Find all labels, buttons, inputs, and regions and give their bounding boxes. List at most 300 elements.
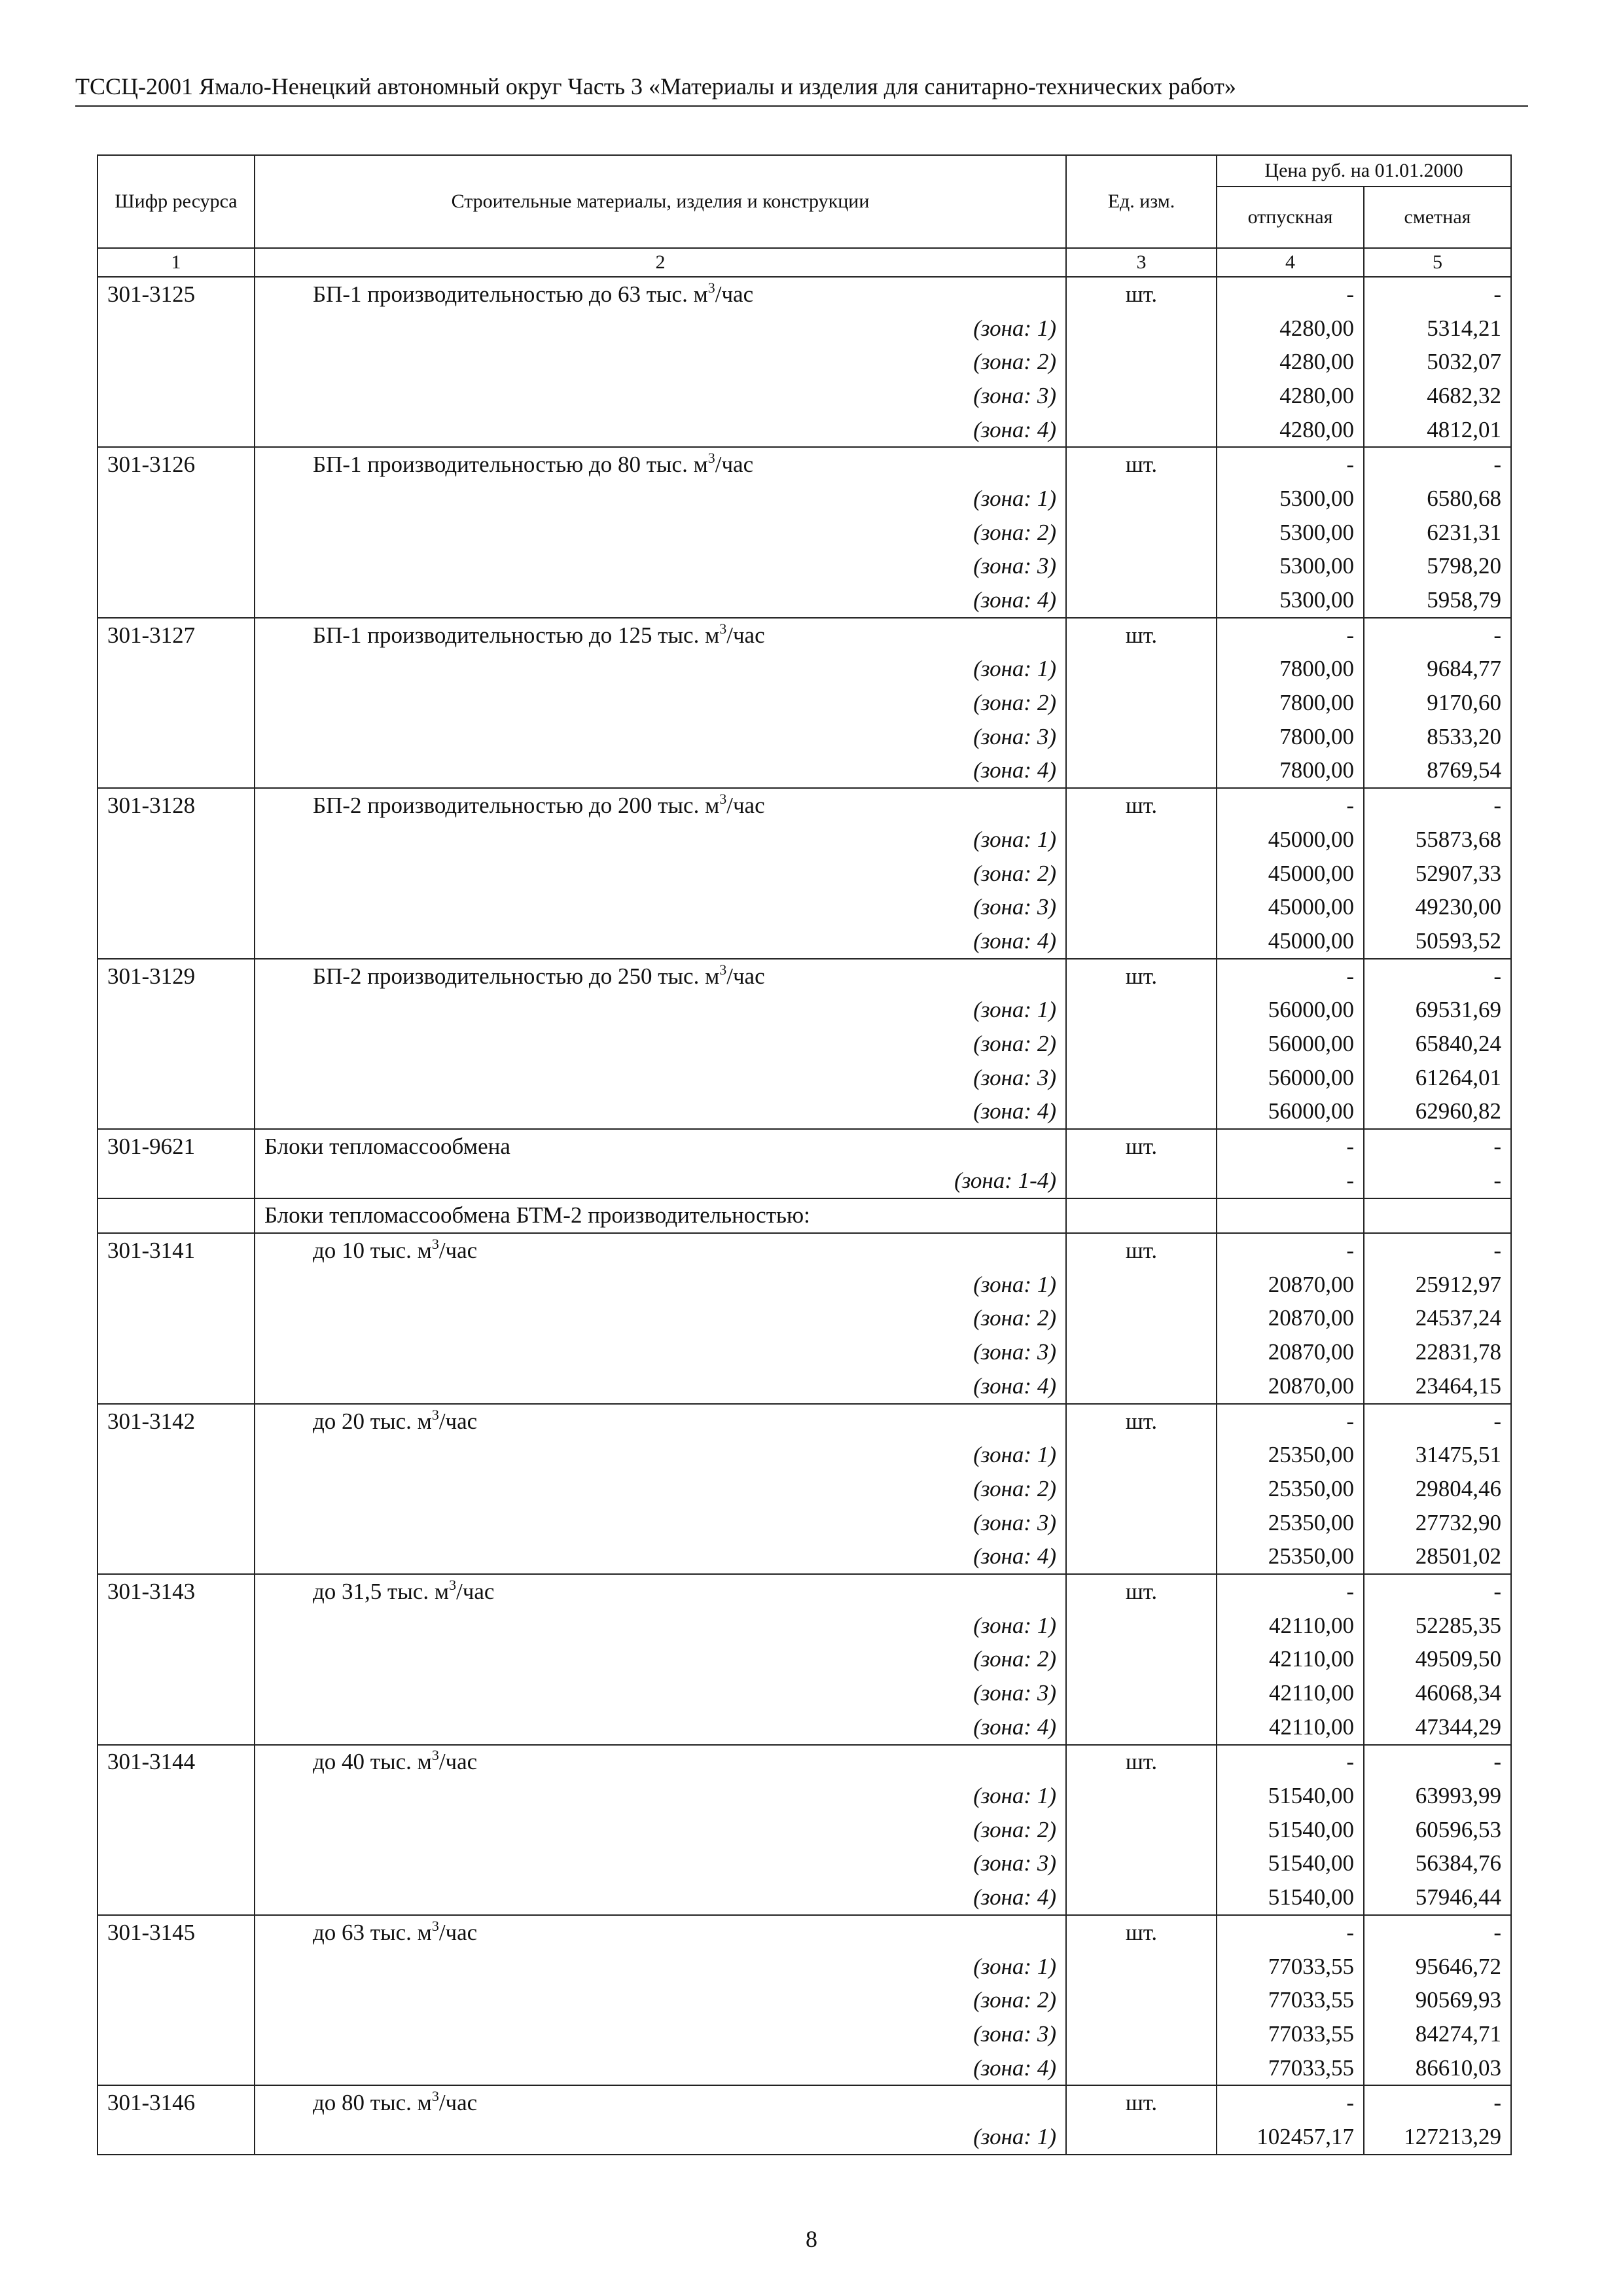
- resource-code: [98, 1369, 255, 1404]
- resource-code: [98, 1847, 255, 1881]
- unit-exponent: 3: [431, 1236, 439, 1253]
- release-price: 20870,00: [1217, 1302, 1364, 1336]
- unit-cell: [1066, 993, 1217, 1027]
- unit-cell: шт.: [1066, 1915, 1217, 1950]
- unit-cell: [1066, 823, 1217, 857]
- resource-name: [255, 1198, 1066, 1234]
- unit-exponent: 3: [431, 1917, 439, 1934]
- unit-cell: [1066, 857, 1217, 891]
- zone-row: [98, 2017, 1511, 2051]
- estimate-price: 49509,50: [1364, 1643, 1511, 1677]
- unit-exponent: 3: [707, 279, 715, 296]
- zone-row: [98, 413, 1511, 448]
- unit-suffix: /час: [456, 1578, 495, 1604]
- unit-exponent: 3: [431, 1747, 439, 1764]
- resource-code: [98, 754, 255, 789]
- resource-code: 301-3142: [98, 1404, 255, 1439]
- unit-cell: шт.: [1066, 1233, 1217, 1268]
- zone-label: (зона: 1): [255, 482, 1066, 516]
- resource-code: [98, 1539, 255, 1574]
- unit-exponent: 3: [719, 791, 727, 808]
- zone-label: (зона: 3): [255, 1061, 1066, 1095]
- resource-code: [98, 1268, 255, 1302]
- estimate-price: 52285,35: [1364, 1609, 1511, 1643]
- release-price: -: [1217, 1745, 1364, 1780]
- zone-row: [98, 1880, 1511, 1915]
- unit-cell: [1066, 1779, 1217, 1813]
- estimate-price: 86610,03: [1364, 2051, 1511, 2086]
- zone-row: [98, 312, 1511, 346]
- zone-row: [98, 1983, 1511, 2017]
- unit-exponent: 3: [719, 620, 727, 637]
- resource-row: [98, 1129, 1511, 1164]
- zone-row: [98, 1710, 1511, 1745]
- unit-cell: [1066, 1710, 1217, 1745]
- resource-name-text: до 20 тыс. м: [313, 1408, 432, 1434]
- unit-cell: [1066, 686, 1217, 720]
- release-price: 51540,00: [1217, 1880, 1364, 1915]
- resource-code: 301-3141: [98, 1233, 255, 1268]
- unit-cell: [1066, 516, 1217, 550]
- zone-label: (зона: 1): [255, 653, 1066, 687]
- unit-cell: [1066, 1813, 1217, 1847]
- estimate-price: -: [1364, 959, 1511, 994]
- zone-row: [98, 1676, 1511, 1710]
- zone-row: [98, 1369, 1511, 1404]
- unit-exponent: 3: [719, 961, 727, 978]
- unit-cell: [1066, 1847, 1217, 1881]
- resource-name-text: до 40 тыс. м: [313, 1749, 432, 1775]
- resource-row: [98, 618, 1511, 653]
- resource-row: [98, 277, 1511, 312]
- release-price: -: [1217, 1915, 1364, 1950]
- estimate-price: 29804,46: [1364, 1472, 1511, 1506]
- resource-name: [255, 959, 1066, 994]
- release-price: 42110,00: [1217, 1676, 1364, 1710]
- release-price: -: [1217, 1574, 1364, 1609]
- estimate-price: 22831,78: [1364, 1335, 1511, 1369]
- resource-code: [98, 1027, 255, 1061]
- zone-row: [98, 583, 1511, 618]
- unit-cell: [1066, 754, 1217, 789]
- unit-cell: шт.: [1066, 788, 1217, 823]
- unit-cell: шт.: [1066, 1129, 1217, 1164]
- zone-label: (зона: 1): [255, 1438, 1066, 1472]
- estimate-price: -: [1364, 788, 1511, 823]
- release-price: 4280,00: [1217, 379, 1364, 413]
- zone-label: (зона: 4): [255, 754, 1066, 789]
- estimate-price: 9170,60: [1364, 686, 1511, 720]
- estimate-price: 69531,69: [1364, 993, 1511, 1027]
- zone-row: [98, 924, 1511, 959]
- release-price: -: [1217, 277, 1364, 312]
- resource-row: [98, 788, 1511, 823]
- unit-cell: [1066, 1369, 1217, 1404]
- column-number: 3: [1066, 248, 1217, 277]
- resource-name-text: до 31,5 тыс. м: [313, 1578, 450, 1604]
- release-price: -: [1217, 1233, 1364, 1268]
- estimate-price: 60596,53: [1364, 1813, 1511, 1847]
- release-price: 77033,55: [1217, 2051, 1364, 2086]
- zone-label: (зона: 3): [255, 1335, 1066, 1369]
- resource-code: [98, 1335, 255, 1369]
- release-price: -: [1217, 2085, 1364, 2120]
- zone-label: (зона: 2): [255, 1643, 1066, 1677]
- resource-code: [98, 583, 255, 618]
- estimate-price: 62960,82: [1364, 1095, 1511, 1130]
- unit-cell: [1066, 1609, 1217, 1643]
- page-number: 8: [806, 2226, 817, 2252]
- zone-label: (зона: 2): [255, 345, 1066, 379]
- estimate-price: -: [1364, 1574, 1511, 1609]
- release-price: 5300,00: [1217, 516, 1364, 550]
- unit-cell: шт.: [1066, 959, 1217, 994]
- zone-row: [98, 1950, 1511, 1984]
- estimate-price: 6580,68: [1364, 482, 1511, 516]
- unit-cell: [1066, 1506, 1217, 1540]
- zone-label: (зона: 3): [255, 550, 1066, 584]
- estimate-price: -: [1364, 277, 1511, 312]
- estimate-price: 50593,52: [1364, 924, 1511, 959]
- resource-code: 301-3145: [98, 1915, 255, 1950]
- zone-label: (зона: 1): [255, 823, 1066, 857]
- unit-suffix: /час: [726, 963, 765, 989]
- resource-code: 301-3144: [98, 1745, 255, 1780]
- col-release-price-header: отпускная: [1217, 187, 1364, 248]
- unit-cell: [1066, 379, 1217, 413]
- release-price: 102457,17: [1217, 2120, 1364, 2155]
- estimate-price: 4812,01: [1364, 413, 1511, 448]
- zone-label: (зона: 3): [255, 379, 1066, 413]
- resource-name-text: до 10 тыс. м: [313, 1238, 432, 1264]
- unit-cell: [1066, 1539, 1217, 1574]
- release-price: -: [1217, 1404, 1364, 1439]
- unit-cell: [1066, 1438, 1217, 1472]
- unit-cell: шт.: [1066, 1745, 1217, 1780]
- release-price: 42110,00: [1217, 1643, 1364, 1677]
- zone-row: [98, 993, 1511, 1027]
- resource-code: [98, 653, 255, 687]
- estimate-price: 90569,93: [1364, 1983, 1511, 2017]
- estimate-price: 27732,90: [1364, 1506, 1511, 1540]
- estimate-price: -: [1364, 618, 1511, 653]
- zone-row: [98, 550, 1511, 584]
- zone-label: (зона: 1): [255, 1950, 1066, 1984]
- resource-code: [98, 1061, 255, 1095]
- estimate-price: 9684,77: [1364, 653, 1511, 687]
- release-price: 20870,00: [1217, 1268, 1364, 1302]
- unit-cell: [1066, 2017, 1217, 2051]
- resource-code: [98, 1302, 255, 1336]
- resource-row: [98, 1745, 1511, 1780]
- col-price-header: Цена руб. на 01.01.2000: [1217, 155, 1511, 187]
- unit-cell: шт.: [1066, 1574, 1217, 1609]
- resource-name: [255, 1233, 1066, 1268]
- unit-cell: шт.: [1066, 2085, 1217, 2120]
- estimate-price: -: [1364, 2085, 1511, 2120]
- resource-row: [98, 1915, 1511, 1950]
- estimate-price: 5798,20: [1364, 550, 1511, 584]
- zone-row: [98, 1847, 1511, 1881]
- estimate-price: -: [1364, 1129, 1511, 1164]
- release-price: 42110,00: [1217, 1609, 1364, 1643]
- estimate-price: 8533,20: [1364, 720, 1511, 754]
- col-estimate-price-header: сметная: [1364, 187, 1511, 248]
- resource-code: 301-3143: [98, 1574, 255, 1609]
- resource-code: [98, 1095, 255, 1130]
- release-price: 45000,00: [1217, 857, 1364, 891]
- unit-suffix: /час: [438, 1919, 478, 1945]
- estimate-price: 5032,07: [1364, 345, 1511, 379]
- resource-name-text: БП-2 производительностью до 200 тыс. м: [313, 793, 720, 819]
- resource-code: [98, 312, 255, 346]
- resource-code: [98, 1643, 255, 1677]
- unit-cell: [1066, 1061, 1217, 1095]
- release-price: -: [1217, 1164, 1364, 1198]
- zone-label: (зона: 1): [255, 1779, 1066, 1813]
- release-price: 25350,00: [1217, 1472, 1364, 1506]
- resource-code: [98, 379, 255, 413]
- resource-code: [98, 1779, 255, 1813]
- estimate-price: -: [1364, 1233, 1511, 1268]
- zone-row: [98, 720, 1511, 754]
- estimate-price: 28501,02: [1364, 1539, 1511, 1574]
- resource-code: 301-3126: [98, 447, 255, 482]
- release-price: 4280,00: [1217, 345, 1364, 379]
- resource-code: [98, 924, 255, 959]
- zone-label: (зона: 1): [255, 1609, 1066, 1643]
- resource-code: 301-9621: [98, 1129, 255, 1164]
- zone-label: (зона: 3): [255, 890, 1066, 924]
- release-price: 7800,00: [1217, 653, 1364, 687]
- column-number: 4: [1217, 248, 1364, 277]
- unit-cell: [1066, 1268, 1217, 1302]
- zone-row: [98, 379, 1511, 413]
- zone-row: [98, 1164, 1511, 1198]
- resource-code: [98, 2051, 255, 2086]
- zone-label: (зона: 2): [255, 1302, 1066, 1336]
- zone-label: (зона: 4): [255, 583, 1066, 618]
- resource-code: [98, 1676, 255, 1710]
- release-price: -: [1217, 788, 1364, 823]
- resource-row: [98, 959, 1511, 994]
- estimate-price: 8769,54: [1364, 754, 1511, 789]
- unit-exponent: 3: [431, 1406, 439, 1423]
- estimate-price: 56384,76: [1364, 1847, 1511, 1881]
- resource-name: [255, 2085, 1066, 2120]
- unit-suffix: /час: [438, 1749, 478, 1775]
- unit-cell: [1066, 1164, 1217, 1198]
- resource-code: 301-3128: [98, 788, 255, 823]
- resource-name-text: Блоки тепломассообмена: [264, 1134, 510, 1160]
- unit-cell: [1066, 720, 1217, 754]
- zone-row: [98, 653, 1511, 687]
- release-price: 7800,00: [1217, 754, 1364, 789]
- column-number-row: [98, 248, 1511, 277]
- unit-cell: [1066, 1198, 1217, 1234]
- resource-name: [255, 1129, 1066, 1164]
- zone-label: (зона: 2): [255, 516, 1066, 550]
- unit-cell: [1066, 583, 1217, 618]
- zone-row: [98, 1609, 1511, 1643]
- estimate-price: 31475,51: [1364, 1438, 1511, 1472]
- release-price: 56000,00: [1217, 1061, 1364, 1095]
- estimate-price: 63993,99: [1364, 1779, 1511, 1813]
- release-price: 56000,00: [1217, 1027, 1364, 1061]
- resource-code: 301-3129: [98, 959, 255, 994]
- unit-cell: [1066, 413, 1217, 448]
- unit-suffix: /час: [715, 452, 754, 478]
- estimate-price: 5314,21: [1364, 312, 1511, 346]
- unit-cell: [1066, 312, 1217, 346]
- resource-row: [98, 1574, 1511, 1609]
- zone-row: [98, 1268, 1511, 1302]
- estimate-price: 95646,72: [1364, 1950, 1511, 1984]
- zone-row: [98, 2120, 1511, 2155]
- table-header: [98, 155, 1511, 277]
- zone-label: (зона: 2): [255, 1813, 1066, 1847]
- unit-cell: [1066, 550, 1217, 584]
- release-price: -: [1217, 618, 1364, 653]
- zone-label: (зона: 3): [255, 2017, 1066, 2051]
- zone-label: (зона: 3): [255, 1676, 1066, 1710]
- release-price: 77033,55: [1217, 1983, 1364, 2017]
- zone-label: (зона: 3): [255, 1847, 1066, 1881]
- release-price: 20870,00: [1217, 1369, 1364, 1404]
- zone-label: (зона: 2): [255, 686, 1066, 720]
- unit-cell: [1066, 1472, 1217, 1506]
- zone-label: (зона: 4): [255, 1880, 1066, 1915]
- zone-label: (зона: 4): [255, 1095, 1066, 1130]
- estimate-price: -: [1364, 1745, 1511, 1780]
- estimate-price: 24537,24: [1364, 1302, 1511, 1336]
- unit-suffix: /час: [726, 622, 765, 648]
- resource-name: [255, 1404, 1066, 1439]
- release-price: 25350,00: [1217, 1438, 1364, 1472]
- unit-cell: [1066, 1983, 1217, 2017]
- release-price: -: [1217, 1129, 1364, 1164]
- zone-label: (зона: 2): [255, 1027, 1066, 1061]
- col-name-header: Строительные материалы, изделия и конструкции: [255, 155, 1066, 248]
- unit-exponent: 3: [449, 1576, 457, 1593]
- release-price: 77033,55: [1217, 1950, 1364, 1984]
- unit-cell: [1066, 1950, 1217, 1984]
- unit-suffix: /час: [438, 2090, 478, 2116]
- zone-row: [98, 1539, 1511, 1574]
- resource-code: [98, 1198, 255, 1234]
- zone-label: (зона: 2): [255, 1983, 1066, 2017]
- zone-label: (зона: 4): [255, 413, 1066, 448]
- release-price: 56000,00: [1217, 1095, 1364, 1130]
- estimate-price: 6231,31: [1364, 516, 1511, 550]
- resource-code: [98, 686, 255, 720]
- unit-cell: [1066, 1676, 1217, 1710]
- unit-cell: [1066, 1880, 1217, 1915]
- unit-cell: [1066, 345, 1217, 379]
- zone-row: [98, 1095, 1511, 1130]
- resource-code: 301-3127: [98, 618, 255, 653]
- unit-suffix: /час: [438, 1408, 478, 1434]
- resource-code: [98, 1438, 255, 1472]
- estimate-price: 47344,29: [1364, 1710, 1511, 1745]
- column-number: 5: [1364, 248, 1511, 277]
- zone-label: (зона: 4): [255, 1369, 1066, 1404]
- resource-code: [98, 1880, 255, 1915]
- unit-cell: [1066, 482, 1217, 516]
- unit-cell: шт.: [1066, 1404, 1217, 1439]
- unit-cell: [1066, 2051, 1217, 2086]
- unit-cell: [1066, 1302, 1217, 1336]
- resource-name-text: до 80 тыс. м: [313, 2090, 432, 2116]
- zone-row: [98, 1813, 1511, 1847]
- unit-suffix: /час: [726, 793, 765, 819]
- zone-row: [98, 1506, 1511, 1540]
- resource-name: [255, 788, 1066, 823]
- estimate-price: 49230,00: [1364, 890, 1511, 924]
- resource-code: [98, 1609, 255, 1643]
- resource-code: [98, 890, 255, 924]
- estimate-price: 57946,44: [1364, 1880, 1511, 1915]
- resource-row: [98, 1198, 1511, 1234]
- zone-label: (зона: 2): [255, 857, 1066, 891]
- unit-cell: шт.: [1066, 447, 1217, 482]
- estimate-price: 84274,71: [1364, 2017, 1511, 2051]
- unit-cell: шт.: [1066, 277, 1217, 312]
- zone-row: [98, 1302, 1511, 1336]
- unit-cell: [1066, 1027, 1217, 1061]
- column-number: 1: [98, 248, 255, 277]
- zone-row: [98, 345, 1511, 379]
- release-price: 20870,00: [1217, 1335, 1364, 1369]
- release-price: 45000,00: [1217, 823, 1364, 857]
- unit-cell: [1066, 890, 1217, 924]
- estimate-price: -: [1364, 1915, 1511, 1950]
- zone-label: (зона: 1-4): [255, 1164, 1066, 1198]
- zone-label: (зона: 3): [255, 720, 1066, 754]
- column-number: 2: [255, 248, 1066, 277]
- estimate-price: -: [1364, 1404, 1511, 1439]
- resource-name: [255, 1745, 1066, 1780]
- zone-row: [98, 1438, 1511, 1472]
- estimate-price: [1364, 1198, 1511, 1234]
- unit-suffix: /час: [715, 281, 754, 307]
- resource-name: [255, 277, 1066, 312]
- estimate-price: 5958,79: [1364, 583, 1511, 618]
- release-price: -: [1217, 959, 1364, 994]
- document-header: ТССЦ-2001 Ямало-Ненецкий автономный округ Часть 3 «Материалы и изделия для санитарно-технических работ»: [75, 73, 1236, 99]
- resource-row: [98, 2085, 1511, 2120]
- zone-label: (зона: 1): [255, 2120, 1066, 2155]
- resource-code: [98, 516, 255, 550]
- zone-row: [98, 823, 1511, 857]
- zone-label: (зона: 1): [255, 993, 1066, 1027]
- unit-suffix: /час: [438, 1238, 478, 1264]
- estimate-price: 23464,15: [1364, 1369, 1511, 1404]
- unit-cell: [1066, 653, 1217, 687]
- resource-code: 301-3146: [98, 2085, 255, 2120]
- resource-code: [98, 1472, 255, 1506]
- resource-code: [98, 2120, 255, 2155]
- resource-code: [98, 482, 255, 516]
- unit-cell: шт.: [1066, 618, 1217, 653]
- estimate-price: -: [1364, 447, 1511, 482]
- resource-row: [98, 447, 1511, 482]
- zone-row: [98, 1472, 1511, 1506]
- resource-name-text: БП-1 производительностью до 125 тыс. м: [313, 622, 720, 648]
- release-price: 77033,55: [1217, 2017, 1364, 2051]
- unit-exponent: 3: [707, 450, 715, 467]
- zone-label: (зона: 1): [255, 312, 1066, 346]
